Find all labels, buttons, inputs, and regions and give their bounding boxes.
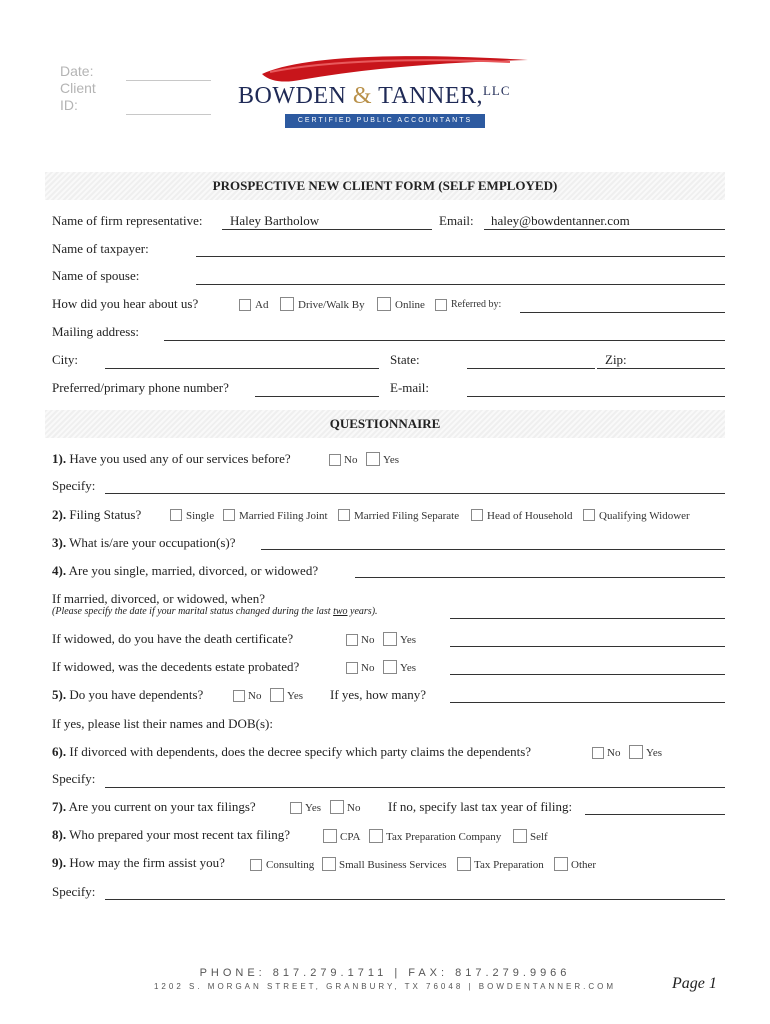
q6-yes-label: Yes (646, 747, 663, 759)
q5b-field[interactable] (450, 702, 725, 703)
q1-specify-label: Specify: (52, 478, 96, 493)
q4c-field[interactable] (450, 646, 725, 647)
q7b-field[interactable] (585, 814, 725, 815)
q4b-field[interactable] (450, 618, 725, 619)
state-field[interactable] (467, 368, 595, 369)
email2-field[interactable] (467, 396, 725, 397)
form-title: PROSPECTIVE NEW CLIENT FORM (SELF EMPLOYED) (45, 172, 725, 200)
city-label: City: (52, 352, 79, 367)
referred-field[interactable] (520, 312, 725, 313)
hear-drive-label: Drive/Walk By (298, 299, 365, 311)
hear-online-label: Online (395, 299, 425, 311)
q2-separate-label: Married Filing Separate (354, 510, 460, 522)
q8-company-label: Tax Preparation Company (386, 831, 502, 843)
taxpayer-field[interactable] (196, 256, 725, 257)
q7-no-checkbox[interactable] (330, 800, 344, 814)
logo-tagline: CERTIFIED PUBLIC ACCOUNTANTS (285, 114, 485, 128)
q7-label: 7). Are you current on your tax filings? (52, 799, 256, 814)
q5-no-checkbox[interactable] (233, 690, 245, 702)
hear-referred-checkbox[interactable] (435, 299, 447, 311)
q8-cpa-label: CPA (340, 831, 361, 843)
zip-field[interactable] (597, 368, 725, 369)
q1-no-label: No (344, 454, 358, 466)
q4d-no-checkbox[interactable] (346, 662, 358, 674)
questionnaire-title: QUESTIONNAIRE (45, 410, 725, 438)
hear-label: How did you hear about us? (52, 296, 199, 311)
q4b-label: If married, divorced, or widowed, when? (52, 591, 265, 606)
logo-name: BOWDEN (238, 83, 347, 109)
q9-other-checkbox[interactable] (554, 857, 568, 871)
q9-tax-prep-label: Tax Preparation (474, 859, 544, 871)
client-label: Client (60, 80, 96, 96)
q2-joint-label: Married Filing Joint (239, 510, 328, 522)
q5-yes-checkbox[interactable] (270, 688, 284, 702)
footer-contact: PHONE: 817.279.1711 | FAX: 817.279.9966 (199, 967, 571, 979)
hear-online-checkbox[interactable] (377, 297, 391, 311)
q7-yes-checkbox[interactable] (290, 802, 302, 814)
q2-hoh-checkbox[interactable] (471, 509, 483, 521)
rep-label: Name of firm representative: (52, 213, 203, 228)
city-field[interactable] (105, 368, 379, 369)
q7-no-label: No (347, 802, 361, 814)
phone-field[interactable] (255, 396, 379, 397)
q9-other-label: Other (571, 859, 597, 871)
hear-ad-label: Ad (255, 299, 269, 311)
q6-yes-checkbox[interactable] (629, 745, 643, 759)
q4d-yes-label: Yes (400, 662, 417, 674)
q1-yes-label: Yes (383, 454, 400, 466)
q4-note: (Please specify the date if your marital status changed during the last two years). (52, 606, 378, 617)
q5b-label: If yes, how many? (330, 687, 427, 702)
q9-tax-prep-checkbox[interactable] (457, 857, 471, 871)
date-label: Date: (60, 63, 94, 79)
mailing-label: Mailing address: (52, 324, 140, 339)
q9-consulting-label: Consulting (266, 859, 315, 871)
q2-label: 2). Filing Status? (52, 507, 142, 522)
q9-label: 9). How may the firm assist you? (52, 855, 225, 870)
client-id-field[interactable] (126, 114, 211, 115)
q4-label: 4). Are you single, married, divorced, or widowed? (52, 563, 319, 578)
q5-no-label: No (248, 690, 262, 702)
q4d-field[interactable] (450, 674, 725, 675)
q1-specify-field[interactable] (105, 493, 725, 494)
state-label: State: (390, 352, 420, 367)
mailing-field[interactable] (164, 340, 725, 341)
q2-joint-checkbox[interactable] (223, 509, 235, 521)
id-label: ID: (60, 97, 78, 113)
logo-name2: TANNER, (378, 83, 483, 109)
q4c-yes-checkbox[interactable] (383, 632, 397, 646)
q2-single-checkbox[interactable] (170, 509, 182, 521)
q1-label: 1). Have you used any of our services before? (52, 451, 291, 466)
q4d-yes-checkbox[interactable] (383, 660, 397, 674)
date-field[interactable] (126, 80, 211, 81)
q9-small-business-label: Small Business Services (339, 859, 447, 871)
q3-label: 3). What is/are your occupation(s)? (52, 535, 236, 550)
q8-company-checkbox[interactable] (369, 829, 383, 843)
q6-label: 6). If divorced with dependents, does the decree specify which party claims the dependents? (52, 744, 532, 759)
q3-field[interactable] (261, 549, 725, 550)
phone-label: Preferred/primary phone number? (52, 380, 229, 395)
spouse-field[interactable] (196, 284, 725, 285)
page-number: Page 1 (672, 975, 717, 992)
q9-specify-field[interactable] (105, 899, 725, 900)
q4d-label: If widowed, was the decedents estate probated? (52, 659, 300, 674)
footer-address: 1202 S. MORGAN STREET, GRANBURY, TX 76048 | BOWDENTANNER.COM (153, 982, 616, 991)
q2-single-label: Single (186, 510, 215, 522)
rep-field[interactable] (222, 229, 432, 230)
q4d-no-label: No (361, 662, 375, 674)
rep-value: Haley Bartholow (230, 213, 320, 228)
q8-cpa-checkbox[interactable] (323, 829, 337, 843)
q8-self-checkbox[interactable] (513, 829, 527, 843)
q2-widower-checkbox[interactable] (583, 509, 595, 521)
q1-no-checkbox[interactable] (329, 454, 341, 466)
spouse-label: Name of spouse: (52, 268, 140, 283)
q5c-label: If yes, please list their names and DOB(s): (52, 716, 273, 731)
email-field[interactable] (484, 229, 725, 230)
logo-wordmark (238, 83, 511, 110)
q6-no-checkbox[interactable] (592, 747, 604, 759)
q9-specify-label: Specify: (52, 884, 96, 899)
q6-no-label: No (607, 747, 621, 759)
q4c-yes-label: Yes (400, 634, 417, 646)
q2-hoh-label: Head of Household (487, 510, 573, 522)
email2-label: E-mail: (390, 380, 429, 395)
q6-specify-label: Specify: (52, 771, 96, 786)
logo-ampersand: & (352, 83, 372, 109)
q7-yes-label: Yes (305, 802, 322, 814)
q4-field[interactable] (355, 577, 725, 578)
q9-consulting-checkbox[interactable] (250, 859, 262, 871)
q4c-label: If widowed, do you have the death certificate? (52, 631, 294, 646)
q9-small-business-checkbox[interactable] (322, 857, 336, 871)
q6-specify-field[interactable] (105, 787, 725, 788)
q2-widower-label: Qualifying Widower (599, 510, 690, 522)
q8-label: 8). Who prepared your most recent tax filing? (52, 827, 291, 842)
q5-yes-label: Yes (287, 690, 304, 702)
q8-self-label: Self (530, 831, 548, 843)
taxpayer-label: Name of taxpayer: (52, 241, 149, 256)
logo-swoosh (260, 52, 530, 84)
logo-llc: LLC (482, 83, 511, 98)
q2-separate-checkbox[interactable] (338, 509, 350, 521)
email-label: Email: (439, 213, 474, 228)
q5-label: 5). Do you have dependents? (52, 687, 204, 702)
hear-ad-checkbox[interactable] (239, 299, 251, 311)
q7b-label: If no, specify last tax year of filing: (388, 799, 573, 814)
email-value: haley@bowdentanner.com (491, 213, 630, 228)
hear-referred-label: Referred by: (451, 299, 502, 310)
zip-label: Zip: (605, 352, 627, 367)
q4c-no-label: No (361, 634, 375, 646)
q4c-no-checkbox[interactable] (346, 634, 358, 646)
hear-drive-checkbox[interactable] (280, 297, 294, 311)
q1-yes-checkbox[interactable] (366, 452, 380, 466)
